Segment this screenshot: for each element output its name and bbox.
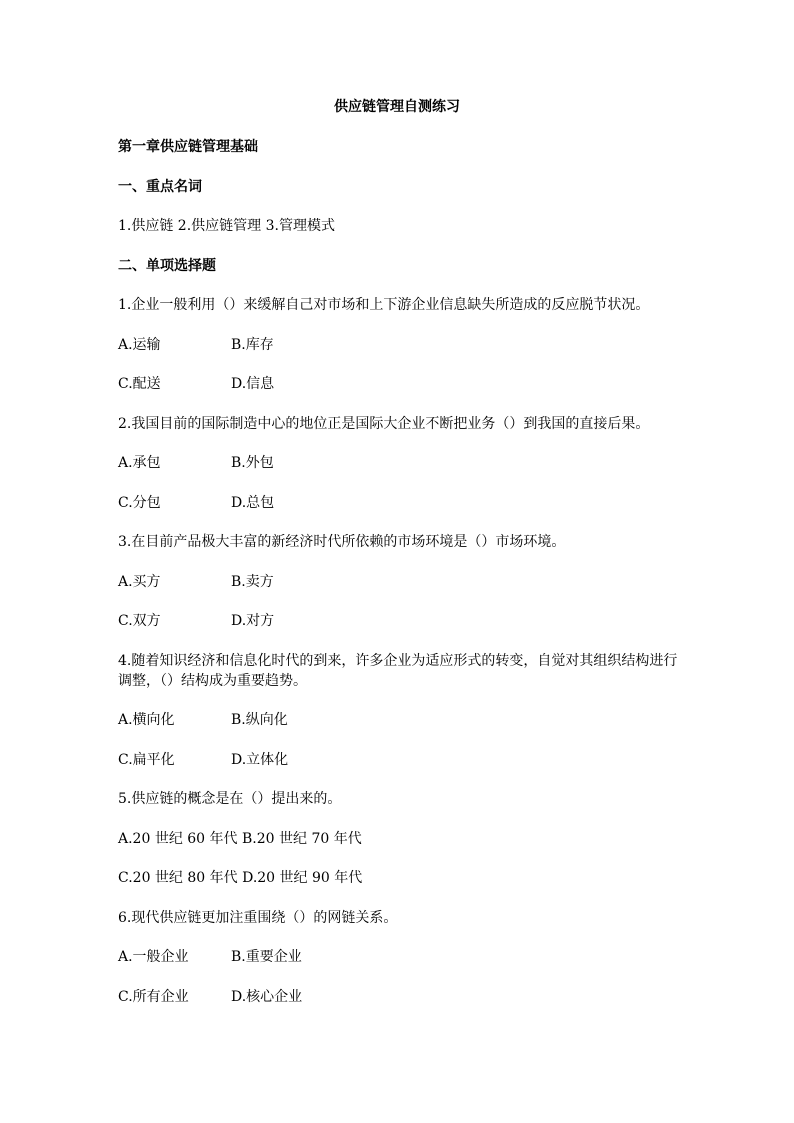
question-4-text-line-1: 4.随着知识经济和信息化时代的到来，许多企业为适应形式的转变，自觉对其组织结构进行 — [118, 653, 678, 669]
question-5-text: 5.供应链的概念是在（）提出来的。 — [118, 791, 342, 807]
question-5-options-cd: C.20 世纪 80 年代 D.20 世纪 90 年代 — [118, 870, 363, 886]
question-5-options-ab: A.20 世纪 60 年代 B.20 世纪 70 年代 — [118, 831, 362, 847]
question-6-text: 6.现代供应链更加注重围绕（）的网链关系。 — [118, 910, 398, 926]
question-1-text: 1.企业一般利用（）来缓解自己对市场和上下游企业信息缺失所造成的反应脱节状况。 — [118, 297, 650, 313]
question-4-text-line-2: 调整，（）结构成为重要趋势。 — [118, 673, 307, 689]
question-3-option-d: D.对方 — [231, 613, 275, 629]
key-terms-list: 1.供应链 2.供应链管理 3.管理模式 — [118, 218, 335, 234]
question-2-option-b: B.外包 — [231, 455, 274, 471]
question-4-option-c: C.扁平化 — [118, 752, 175, 768]
question-2-option-d: D.总包 — [231, 495, 275, 511]
question-6-option-a: A.一般企业 — [118, 949, 189, 965]
question-3-option-c: C.双方 — [118, 613, 161, 629]
question-1-option-d: D.信息 — [231, 376, 275, 392]
question-4-option-b: B.纵向化 — [231, 712, 288, 728]
question-6-option-c: C.所有企业 — [118, 989, 189, 1005]
question-2-text: 2.我国目前的国际制造中心的地位正是国际大企业不断把业务（）到我国的直接后果。 — [118, 416, 650, 432]
section-heading-key-terms: 一、重点名词 — [118, 179, 202, 195]
question-3-option-b: B.卖方 — [231, 574, 274, 590]
question-6-option-d: D.核心企业 — [231, 989, 303, 1005]
document-title: 供应链管理自测练习 — [334, 99, 460, 115]
question-3-text: 3.在目前产品极大丰富的新经济时代所依赖的市场环境是（）市场环境。 — [118, 534, 566, 550]
section-heading-single-choice: 二、单项选择题 — [118, 258, 216, 274]
question-2-option-c: C.分包 — [118, 495, 161, 511]
question-6-option-b: B.重要企业 — [231, 949, 302, 965]
question-1-option-a: A.运输 — [118, 337, 161, 353]
question-3-option-a: A.买方 — [118, 574, 161, 590]
question-4-option-d: D.立体化 — [231, 752, 289, 768]
question-4-option-a: A.横向化 — [118, 712, 175, 728]
question-2-option-a: A.承包 — [118, 455, 161, 471]
question-1-option-b: B.库存 — [231, 337, 274, 353]
question-1-option-c: C.配送 — [118, 376, 161, 392]
chapter-heading: 第一章供应链管理基础 — [118, 139, 258, 155]
